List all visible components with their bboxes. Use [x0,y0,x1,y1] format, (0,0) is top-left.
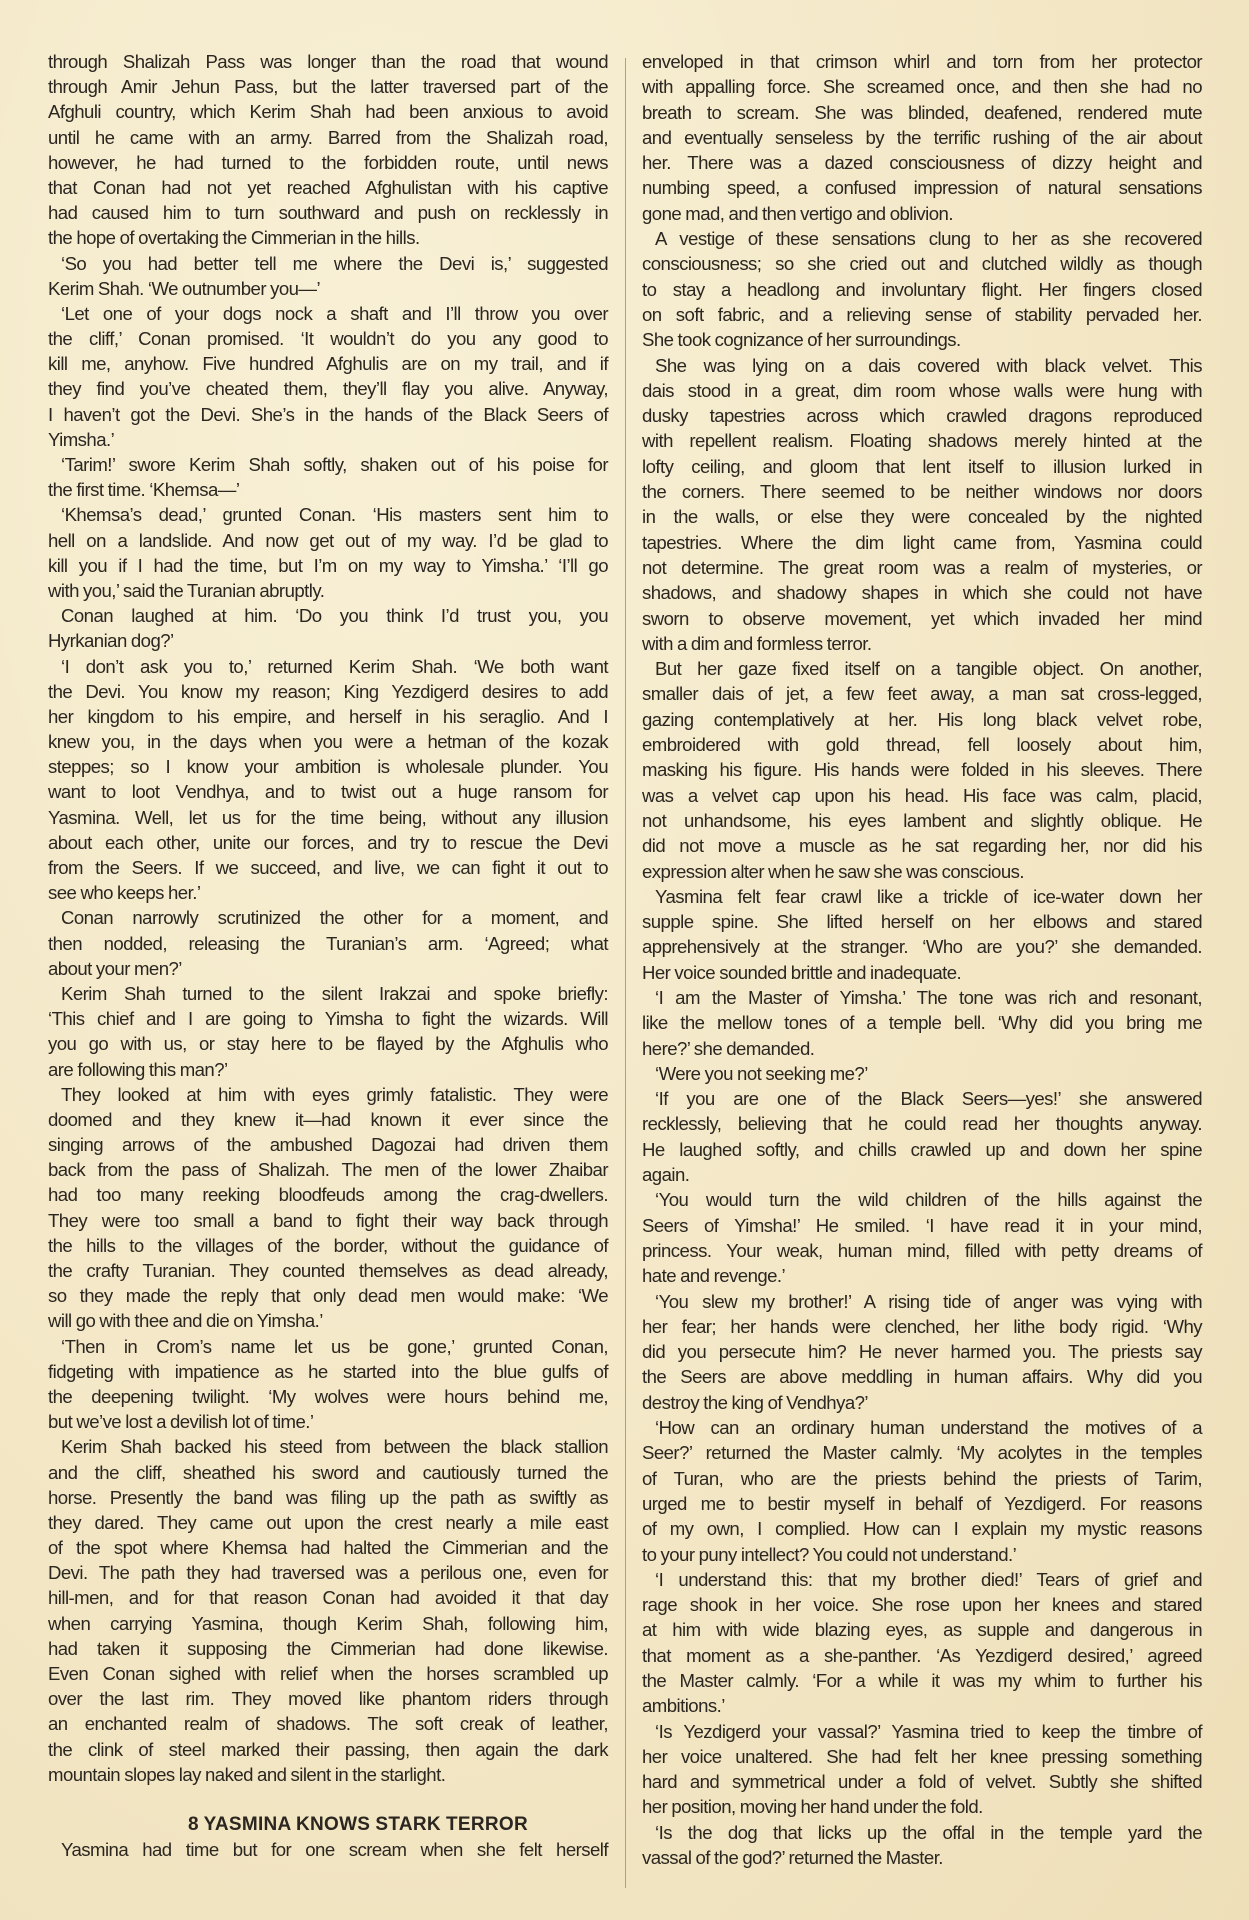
text-line: singing arrows of the ambushed Dagozai had driven them [48,1134,608,1156]
text-line: hell on a landslide. And now get out of my way. I’d be glad to [48,529,608,551]
text-line: recklessly, believing that he could read her thoughts anyway. [642,1113,1202,1135]
text-line: the hope of overtaking the Cimmerian in the hills. [48,227,420,249]
text-line: hate and revenge.’ [642,1265,786,1287]
text-line: ‘You slew my brother!’ A rising tide of anger was vying with [655,1290,1202,1312]
text-line: Conan laughed at him. ‘Do you think I’d trust you, you [61,605,608,627]
text-line: ‘You would turn the wild children of the hills against the [655,1189,1202,1211]
text-line: She took cognizance of her surroundings. [642,329,961,351]
text-line: with you,’ said the Turanian abruptly. [48,579,325,601]
text-line: through Amir Jehun Pass, but the latter traversed part of the [48,76,608,98]
text-line: mountain slopes lay naked and silent in the starlight. [48,1763,446,1785]
text-line: again. [642,1164,690,1186]
text-line: Kerim Shah. ‘We outnumber you—’ [48,277,321,299]
text-line: ‘This chief and I are going to Yimsha to fight the wizards. Will [48,1008,608,1030]
text-line: of Turan, who are the priests behind the priests of Tarim, [642,1467,1202,1489]
text-line: ‘Were you not seeking me?’ [655,1062,868,1084]
text-line: urged me to bestir myself in behalf of Yezdigerd. For reasons [642,1492,1202,1514]
text-line: A vestige of these sensations clung to her as she recovered [655,228,1202,250]
text-line: at him with wide blazing eyes, as supple and dangerous in [642,1619,1202,1641]
text-line: rage shook in her voice. She rose upon her knees and stared [642,1594,1202,1616]
text-line: her kingdom to his empire, and herself in his seraglio. And I [48,705,608,727]
text-line: Conan narrowly scrutinized the other for a moment, and [61,907,608,929]
text-line: masking his figure. His hands were folded in his sleeves. There [642,759,1202,781]
text-line: her voice unaltered. She had felt her knee pressing something [642,1745,1202,1767]
text-line: had too many reeking bloodfeuds among the crag-dwellers. [48,1184,608,1206]
text-line: kill you if I had the time, but I’m on my way to Yimsha.’ ‘I’ll go [48,554,608,576]
column-divider [625,58,626,1888]
text-line: fidgeting with impatience as he started into the blue gulfs of [48,1360,608,1382]
text-line: they find you’ve cheated them, they’ll flay you alive. Anyway, [48,378,608,400]
text-line: Yasmina had time but for one scream when she felt herself [61,1839,608,1861]
text-line: and eventually senseless by the terrific rushing of the air about [642,126,1202,148]
text-line: her. There was a dazed consciousness of dizzy height and [642,152,1202,174]
text-line: want to loot Vendhya, and to twist out a huge ransom for [48,781,608,803]
text-line: Yasmina. Well, let us for the time being, without any illusion [48,806,608,828]
text-line: ‘If you are one of the Black Seers—yes!’ she answered [655,1088,1202,1110]
text-line: to your puny intellect? You could not understand.’ [642,1543,1017,1565]
text-line: from the Seers. If we succeed, and live, we can fight it out to [48,857,608,878]
text-line: sworn to observe movement, yet which invaded her mind [642,607,1202,629]
text-line: with repellent realism. Floating shadows merely hinted at the [642,430,1202,452]
text-line: had taken it supposing the Cimmerian had done likewise. [48,1637,608,1659]
text-line: through Shalizah Pass was longer than the road that wound [48,51,608,72]
text-line: ‘So you had better tell me where the Devi is,’ suggested [61,252,608,274]
text-line: are following this man?’ [48,1058,228,1080]
text-line: and the cliff, sheathed his sword and cautiously turned the [48,1461,608,1483]
text-line: ‘Tarim!’ swore Kerim Shah softly, shaken out of his poise for [61,454,608,475]
text-line: Afghuli country, which Kerim Shah had been anxious to avoid [48,101,608,123]
text-line: the deepening twilight. ‘My wolves were hours behind me, [48,1385,608,1407]
text-line: breath to scream. She was blinded, deafened, rendered mute [642,101,1202,123]
text-line: expression alter when he saw she was conscious. [642,860,1024,882]
text-line: about each other, unite our forces, and try to rescue the Devi [48,831,608,853]
text-line: the crafty Turanian. They counted themselves as dead already, [48,1260,608,1281]
text-line: Kerim Shah turned to the silent Irakzai and spoke briefly: [61,982,608,1004]
text-line: doomed and they knew it—had known it ever since the [48,1108,608,1130]
text-line: gone mad, and then vertigo and oblivion. [642,202,953,224]
text-line: destroy the king of Vendhya?’ [642,1391,869,1413]
text-line: her fear; her hands were clenched, her lithe body rigid. ‘Why [642,1315,1202,1337]
text-line: gazing contemplatively at her. His long black velvet robe, [642,708,1202,730]
text-line: Hyrkanian dog?’ [48,630,174,652]
text-line: hill-men, and for that reason Conan had avoided it that day [48,1587,608,1609]
text-line: They were too small a band to fight their way back through [48,1209,608,1231]
text-line: here?’ she demanded. [642,1037,815,1059]
text-line: smaller dais of jet, a few feet away, a man sat cross-legged, [642,683,1202,705]
text-line: the Master calmly. ‘For a while it was my whim to further his [642,1670,1202,1691]
text-line: ‘I don’t ask you to,’ returned Kerim Shah. ‘We both want [61,655,608,677]
text-line: consciousness; so she cried out and clutched wildly as though [642,253,1202,275]
text-line: on soft fabric, and a relieving sense of stability pervaded her. [642,303,1202,325]
text-line: with a dim and formless terror. [642,632,872,654]
text-line: that Conan had not yet reached Afghulistan with his captive [48,176,608,198]
text-line: horse. Presently the band was filing up the path as swiftly as [48,1486,608,1508]
blank-line [48,1787,608,1812]
text-line: did you persecute him? He never harmed you. The priests say [642,1341,1202,1363]
text-line: enveloped in that crimson whirl and torn from her protector [642,51,1202,72]
text-line: steppes; so I know your ambition is wholesale plunder. You [48,756,608,778]
text-line: not determine. The great room was a realm of mysteries, or [642,556,1202,578]
text-line: I haven’t got the Devi. She’s in the hands of the Black Seers of [48,403,608,425]
text-line: ‘I understand this: that my brother died!’ Tears of grief and [655,1568,1202,1590]
text-line: apprehensively at the stranger. ‘Who are you?’ she demanded. [642,936,1202,958]
text-line: Yasmina felt fear crawl like a trickle of ice-water down her [655,885,1202,907]
left-text-column [48,49,608,1863]
text-line: the cliff,’ Conan promised. ‘It wouldn’t do you any good to [48,328,608,350]
text-line: ‘Khemsa’s dead,’ grunted Conan. ‘His masters sent him to [61,504,608,526]
text-line: did not move a muscle as he sat regarding her, nor did his [642,835,1202,857]
text-line: Yimsha.’ [48,428,115,450]
text-line: about your men?’ [48,957,182,979]
text-line: in the walls, or else they were concealed by the nighted [642,506,1202,528]
text-line: ambitions.’ [642,1695,725,1717]
text-line: see who keeps her.’ [48,882,201,904]
text-line: the hills to the villages of the border, without the guidance of [48,1234,608,1256]
text-line: She was lying on a dais covered with black velvet. This [655,354,1202,376]
text-line: supple spine. She lifted herself on her elbows and stared [642,911,1202,933]
text-line: an enchanted realm of shadows. The soft creak of leather, [48,1713,608,1735]
text-line: Even Conan sighed with relief when the horses scrambled up [48,1663,608,1684]
text-line: dusky tapestries across which crawled dragons reproduced [642,405,1202,427]
text-line: when carrying Yasmina, though Kerim Shah, following him, [48,1612,608,1634]
text-line: the first time. ‘Khemsa—’ [48,479,240,501]
text-line: however, he had turned to the forbidden route, until news [48,151,608,173]
text-line: to stay a headlong and involuntary flight. Her fingers closed [642,278,1202,300]
text-line: Kerim Shah backed his steed from between the black stallion [61,1436,608,1458]
text-line: her position, moving her hand under the fold. [642,1796,983,1818]
text-line: Seer?’ returned the Master calmly. ‘My acolytes in the temples [642,1442,1202,1464]
text-line: then nodded, releasing the Turanian’s arm. ‘Agreed; what [48,932,608,954]
text-line: of my own, I complied. How can I explain my mystic reasons [642,1518,1202,1540]
text-line: They looked at him with eyes grimly fatalistic. They were [61,1083,608,1105]
text-line: you go with us, or stay here to be flayed by the Afghulis who [48,1033,608,1055]
text-line: ‘Is the dog that licks up the offal in the temple yard the [655,1821,1202,1843]
text-line: ‘I am the Master of Yimsha.’ The tone was rich and resonant, [655,986,1202,1008]
text-line: had caused him to turn southward and push on recklessly in [48,202,608,224]
right-text-column [642,49,1202,1870]
text-line: over the last rim. They moved like phantom riders through [48,1688,608,1710]
text-line: But her gaze fixed itself on a tangible object. On another, [655,658,1202,680]
text-line: the corners. There seemed to be neither windows nor doors [642,481,1202,503]
text-line: the Devi. You know my reason; King Yezdigerd desires to add [48,680,608,702]
text-line: the Seers are above meddling in human affairs. Why did you [642,1366,1202,1388]
text-line: He laughed softly, and chills crawled up and down her spine [642,1138,1202,1160]
text-line: tapestries. Where the dim light came from, Yasmina could [642,531,1202,553]
text-line: but we’ve lost a devilish lot of time.’ [48,1411,314,1433]
text-line: numbing speed, a confused impression of natural sensations [642,177,1202,199]
text-line: not unhandsome, his eyes lambent and slightly oblique. He [642,809,1202,831]
text-line: ‘How can an ordinary human understand the motives of a [655,1417,1202,1439]
text-line: lofty ceiling, and gloom that lent itself to illusion lurked in [642,455,1202,477]
text-line: hard and symmetrical under a fold of velvet. Subtly she shifted [642,1771,1202,1793]
text-line: Her voice sounded brittle and inadequate. [642,961,962,983]
text-line: like the mellow tones of a temple bell. ‘Why did you bring me [642,1012,1202,1034]
chapter-heading: 8 YASMINA KNOWS STARK TERROR [188,1814,528,1836]
text-line: back from the pass of Shalizah. The men of the lower Zhaibar [48,1159,608,1181]
text-line: ‘Then in Crom’s name let us be gone,’ grunted Conan, [61,1335,608,1357]
text-line: of the spot where Khemsa had halted the Cimmerian and the [48,1537,608,1559]
text-line: they dared. They came out upon the crest nearly a mile east [48,1511,608,1533]
text-line: ‘Is Yezdigerd your vassal?’ Yasmina tried to keep the timbre of [655,1720,1202,1742]
text-line: knew you, in the days when you were a hetman of the kozak [48,731,608,753]
text-line: Devi. The path they had traversed was a perilous one, even for [48,1562,608,1584]
text-line: until he came with an army. Barred from the Shalizah road, [48,126,608,148]
text-line: princess. Your weak, human mind, filled with petty dreams of [642,1239,1202,1261]
text-line: was a velvet cap upon his head. His face was calm, placid, [642,784,1202,806]
text-line: Seers of Yimsha!’ He smiled. ‘I have read it in your mind, [642,1214,1202,1236]
text-line: kill me, anyhow. Five hundred Afghulis are on my trail, and if [48,353,608,375]
text-line: dais stood in a great, dim room whose walls were hung with [642,379,1202,401]
text-line: the clink of steel marked their passing, then again the dark [48,1738,608,1760]
text-line: embroidered with gold thread, fell loosely about him, [642,734,1202,756]
text-line: that moment as a she-panther. ‘As Yezdigerd desired,’ agreed [642,1644,1202,1666]
text-line: shadows, and shadowy shapes in which she could not have [642,582,1202,604]
text-line: so they made the reply that only dead men would make: ‘We [48,1285,608,1307]
text-line: with appalling force. She screamed once, and then she had no [642,76,1202,98]
text-line: vassal of the god?’ returned the Master. [642,1847,943,1869]
text-line: will go with thee and die on Yimsha.’ [48,1310,323,1332]
text-line: ‘Let one of your dogs nock a shaft and I’ll throw you over [61,302,608,324]
